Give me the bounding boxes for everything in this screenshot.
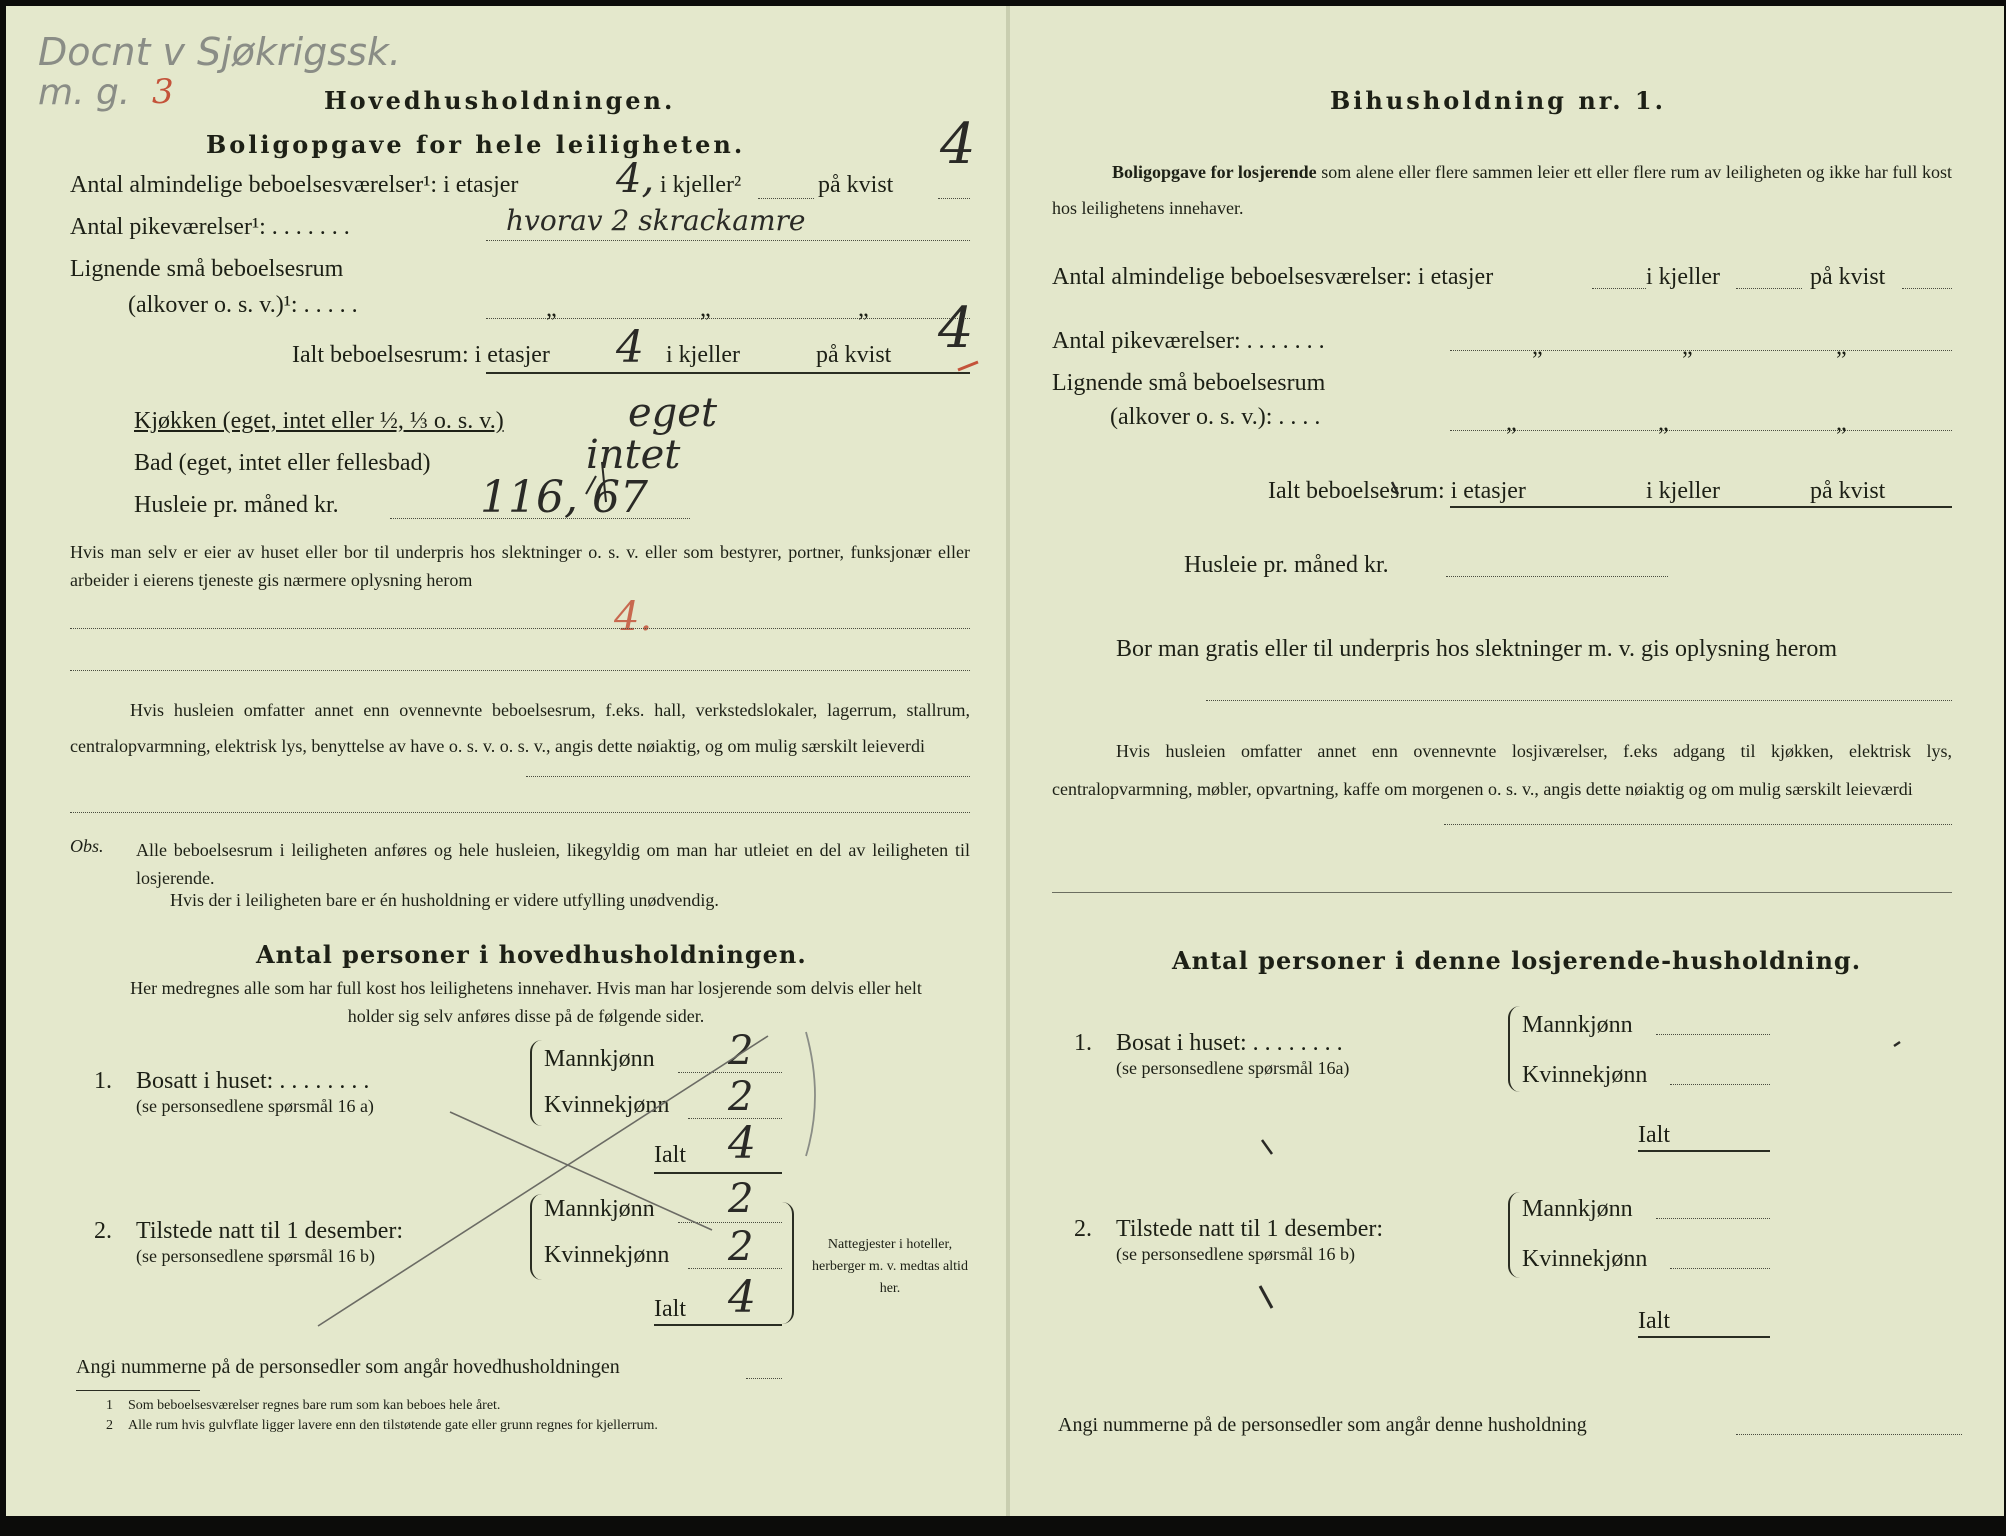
main-household-subtitle: Boligopgave for hele leiligheten. [206, 130, 746, 159]
pencil-bracket [806, 1032, 815, 1156]
ditto-2: „ [700, 296, 711, 322]
sub-similar-label-1: Lignende små beboelsesrum [1052, 370, 1326, 396]
sub-q1-total-label: Ialt [1638, 1122, 1670, 1148]
q1-sub: (se personsedlene spørsmål 16 a) [136, 1096, 374, 1116]
rent-label: Husleie pr. måned kr. [134, 492, 339, 518]
pen-mark-3 [1894, 1042, 1900, 1046]
sub-q2-male-label: Mannkjønn [1522, 1196, 1633, 1222]
total-rooms-label: Ialt beboelsesrum: i etasjer [292, 342, 550, 368]
guest-note: Nattegjester i hoteller, herberger m. v. medtas altid her. [812, 1237, 968, 1296]
sub-persons-title: Antal personer i denne losjerende-husholdning. [1172, 946, 1862, 975]
kitchen-label: Kjøkken (eget, intet eller ½, ⅓ o. s. v.) [134, 408, 504, 434]
owner-value[interactable]: 4. [614, 594, 653, 640]
pen-mark-2 [1260, 1286, 1272, 1308]
footnote-2: Alle rum hvis gulvflate ligger lavere enn den tilstøtende gate eller grunn regnes for kjellerrum. [128, 1418, 658, 1433]
obs-text-2: Hvis der i leiligheten bare er én husholdning er videre utfylling unødvendig. [170, 890, 719, 910]
q1-number: 1. [94, 1068, 112, 1094]
sub-q2-sub: (se personsedlene spørsmål 16 b) [1116, 1244, 1355, 1264]
obs-label: Obs. [70, 836, 104, 856]
top-handwritten-value: 4 [940, 112, 976, 177]
persons-title: Antal personer i hovedhusholdningen. [256, 940, 807, 969]
sub-ditto-4: „ [1506, 410, 1517, 436]
sub-q2-total-label: Ialt [1638, 1308, 1670, 1334]
pencil-annotation-2: m. g. [38, 72, 131, 113]
handwritten-strokes [6, 6, 1006, 1516]
q2-number: 2. [94, 1218, 112, 1244]
sub-extra-note: Hvis husleien omfatter annet enn ovennevnte losjiværelser, f.eks adgang til kjøkken, elektrisk lys, centralopvarmning, møbler, opvartning, kaffe om morgenen o. s. v., angis dette nøiaktig og om mulig særskilt leieværdi [1052, 741, 1952, 799]
sub-q1-sub: (se personsedlene spørsmål 16a) [1116, 1058, 1350, 1078]
maid-rooms-value[interactable]: hvorav 2 skrackamre [506, 204, 806, 237]
red-number: 3 [152, 72, 174, 112]
rooms-kvist-label: på kvist [818, 172, 894, 198]
rooms-etasjer-value[interactable]: 4, [616, 156, 655, 202]
bath-value[interactable]: intet [586, 432, 681, 478]
q2-label: Tilstede natt til 1 desember: [136, 1218, 404, 1244]
pencil-cross-line-1 [450, 1112, 712, 1230]
pen-mark-4 [1392, 482, 1398, 494]
similar-rooms-label-2: (alkover o. s. v.)¹: . . . . . [128, 292, 358, 318]
total-kjeller-label: i kjeller [666, 342, 740, 368]
footnote-1: Som beboelsesværelser regnes bare rum som kan beboes hele året. [128, 1398, 501, 1413]
census-form-sheet [6, 6, 2004, 1516]
pen-mark-1 [1262, 1140, 1272, 1154]
q2-female-label: Kvinnekjønn [544, 1242, 670, 1268]
q2-male-label: Mannkjønn [544, 1196, 655, 1222]
sub-rooms-kjeller-label: i kjeller [1646, 264, 1720, 290]
sub-total-kjeller-label: i kjeller [1646, 478, 1720, 504]
sub-ditto-2: „ [1682, 334, 1693, 360]
q1-male-label: Mannkjønn [544, 1046, 655, 1072]
sub-total-label: Ialt beboelsesrum: i etasjer [1268, 478, 1526, 504]
red-check-mark [958, 362, 978, 370]
q1-female-label: Kvinnekjønn [544, 1092, 670, 1118]
total-kvist-label: på kvist [816, 342, 892, 368]
rooms-label: Antal almindelige beboelsesværelser¹: i etasjer [70, 172, 519, 198]
sub-similar-label-2: (alkover o. s. v.): . . . . [1110, 404, 1321, 430]
sub-total-kvist-label: på kvist [1810, 478, 1886, 504]
sub-numbers-label: Angi nummerne på de personsedler som angår denne husholdning [1058, 1414, 1587, 1436]
sub-ditto-6: „ [1836, 410, 1847, 436]
footnote-1-mark: 1 [106, 1398, 113, 1413]
kitchen-value[interactable]: eget [628, 390, 718, 436]
extra-note: Hvis husleien omfatter annet enn ovennevnte beboelsesrum, f.eks. hall, verkstedslokaler, lagerrum, stallrum, centralopvarmning, elektrisk lys, benyttelse av have o. s. v. o. s. v., angis dette nøiaktig, og om mulig særskilt leieverdi [70, 700, 970, 756]
sub-ditto-3: „ [1836, 334, 1847, 360]
q1-female-value[interactable]: 2 [728, 1074, 754, 1120]
sub-intro-bold: Boligopgave for losjerende [1112, 162, 1317, 182]
sub-q2-number: 2. [1074, 1216, 1092, 1242]
ink-flourish [586, 462, 606, 502]
sub-q1-number: 1. [1074, 1030, 1092, 1056]
left-page-main-household [6, 6, 1006, 1516]
sub-q1-female-label: Kvinnekjønn [1522, 1062, 1648, 1088]
obs-text: Alle beboelsesrum i leiligheten anføres og hele husleien, likegyldig om man har utleiet en del av leiligheten til losjerende. [136, 840, 970, 888]
numbers-label: Angi nummerne på de personsedler som angår hovedhusholdningen [76, 1356, 620, 1378]
q2-total-value[interactable]: 4 [728, 1272, 756, 1323]
footnote-2-mark: 2 [106, 1418, 113, 1433]
sub-gratis-label: Bor man gratis eller til underpris hos slektninger m. v. gis oplysning herom [1116, 636, 1838, 662]
persons-note: Her medregnes alle som har full kost hos leilighetens innehaver. Hvis man har losjerende som delvis eller helt holder sig selv anføres disse på de følgende sider. [130, 978, 922, 1026]
rent-value[interactable]: 116, 67 [480, 472, 648, 523]
right-page-sub-household [1010, 6, 2004, 1516]
sub-q2-female-label: Kvinnekjønn [1522, 1246, 1648, 1272]
sub-household-title: Bihusholdning nr. 1. [1330, 86, 1666, 115]
main-household-title: Hovedhusholdningen. [324, 86, 676, 115]
maid-rooms-label: Antal pikeværelser¹: . . . . . . . [70, 214, 350, 240]
q1-total-label: Ialt [654, 1142, 686, 1168]
pencil-cross-line-2 [318, 1036, 768, 1326]
sub-rent-label: Husleie pr. måned kr. [1184, 552, 1389, 578]
ditto-3: „ [858, 296, 869, 322]
q1-total-value[interactable]: 4 [728, 1118, 756, 1169]
sub-intro-text: som alene eller flere sammen leier ett eller flere rum av leiligheten og ikke har full kost hos leilighetens innehaver. [1052, 162, 1953, 218]
sub-rooms-kvist-label: på kvist [1810, 264, 1886, 290]
total-etasjer-value[interactable]: 4 [616, 322, 644, 373]
q1-male-value[interactable]: 2 [728, 1028, 754, 1074]
sub-q1-male-label: Mannkjønn [1522, 1012, 1633, 1038]
sub-q2-label: Tilstede natt til 1 desember: [1116, 1216, 1384, 1242]
pencil-annotation-1: Docnt v Sjøkrigssk. [38, 30, 401, 74]
sub-q1-label: Bosat i huset: . . . . . . . . [1116, 1030, 1343, 1056]
total-kvist-value[interactable]: 4 [938, 296, 974, 361]
sub-ditto-1: „ [1532, 334, 1543, 360]
owner-note: Hvis man selv er eier av huset eller bor til underpris hos slektninger o. s. v. eller som bestyrer, portner, funksjonær eller arbeider i eierens tjeneste gis nærmere oplysning herom [70, 542, 970, 590]
q2-female-value[interactable]: 2 [728, 1224, 754, 1270]
right-page-marks [1010, 6, 2004, 1516]
q1-label: Bosatt i huset: . . . . . . . . [136, 1068, 370, 1094]
q2-male-value[interactable]: 2 [728, 1176, 754, 1222]
rooms-kjeller-label: i kjeller² [660, 172, 742, 198]
bath-label: Bad (eget, intet eller fellesbad) [134, 450, 431, 476]
ditto-1: „ [546, 296, 557, 322]
q2-total-label: Ialt [654, 1296, 686, 1322]
sub-maid-label: Antal pikeværelser: . . . . . . . [1052, 328, 1325, 354]
similar-rooms-label-1: Lignende små beboelsesrum [70, 256, 344, 282]
q2-sub: (se personsedlene spørsmål 16 b) [136, 1246, 375, 1266]
sub-rooms-label: Antal almindelige beboelsesværelser: i etasjer [1052, 264, 1494, 290]
sub-ditto-5: „ [1658, 410, 1669, 436]
